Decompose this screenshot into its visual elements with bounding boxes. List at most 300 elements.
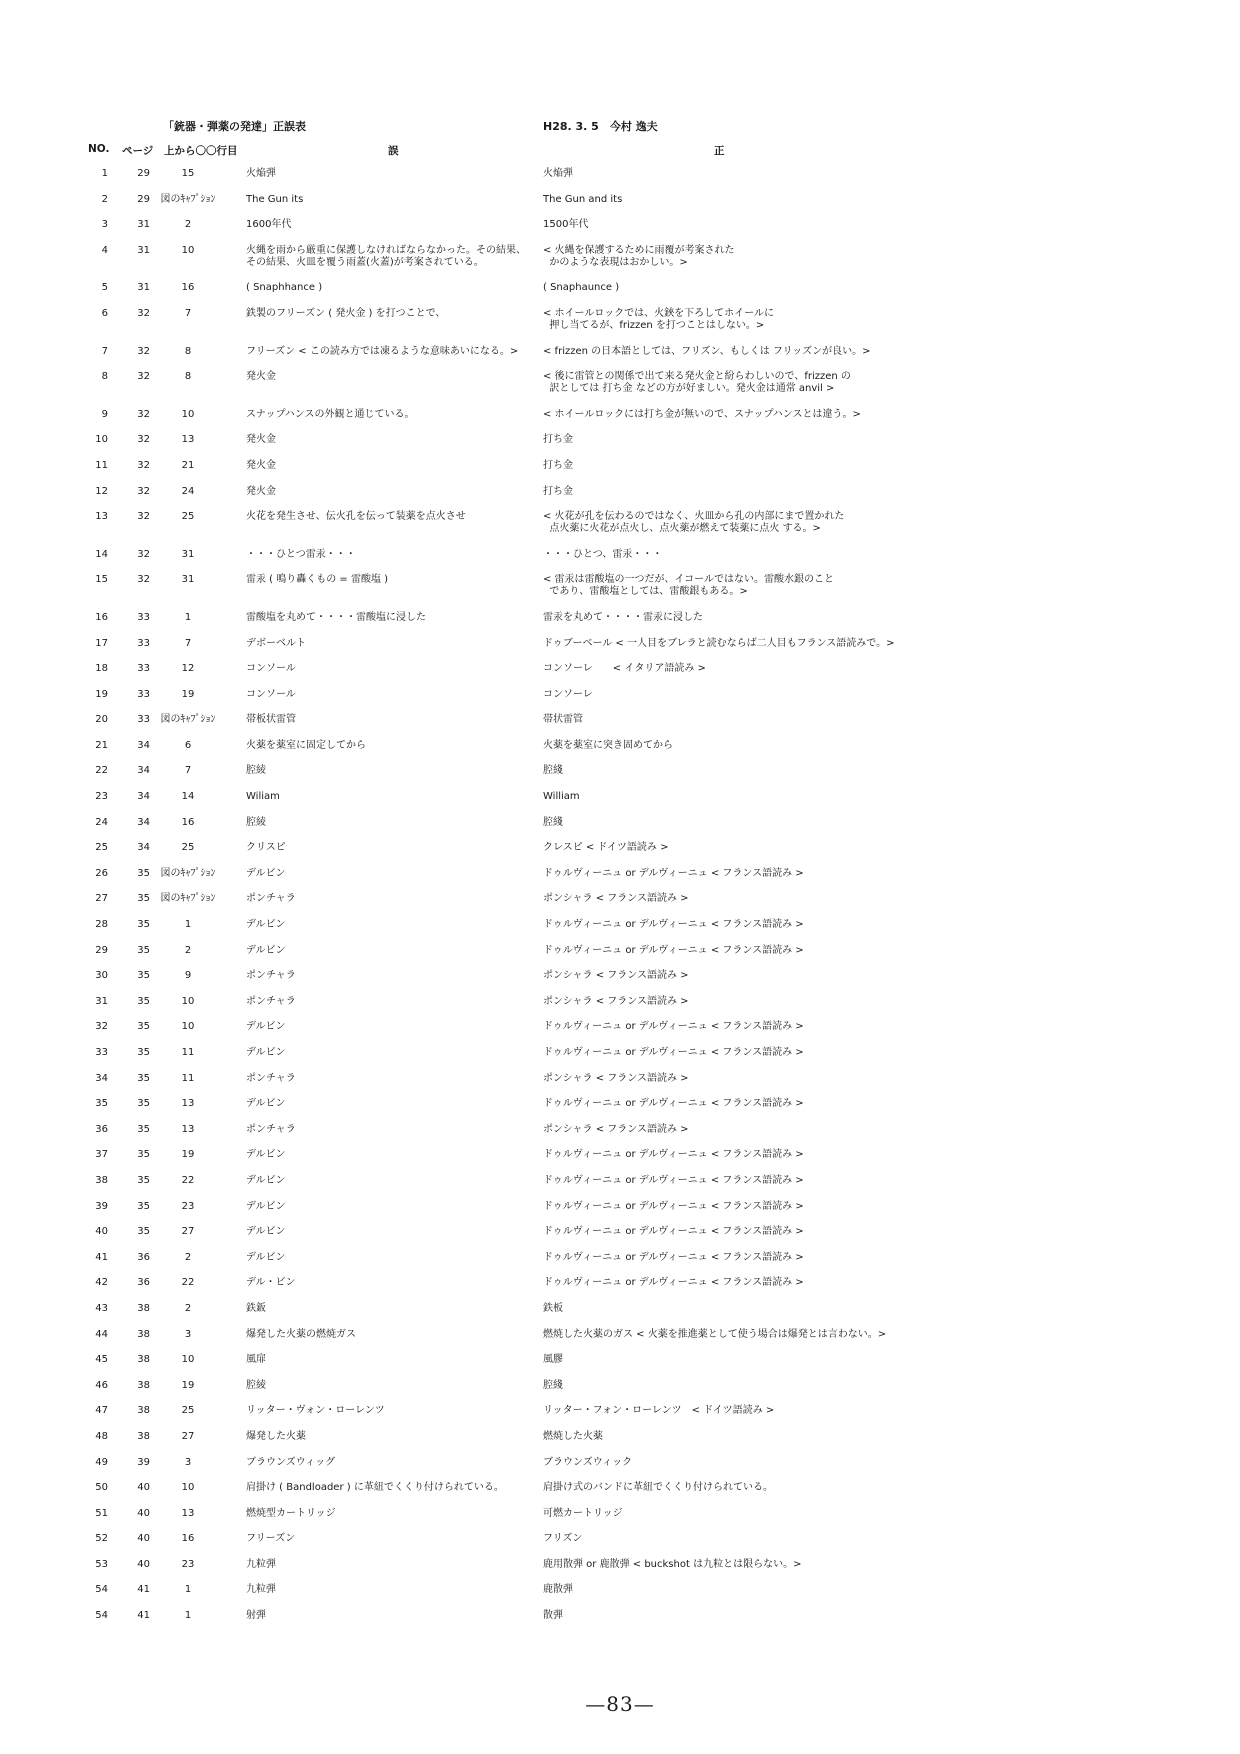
correct-line: 風膠 bbox=[543, 1354, 563, 1366]
wrong-line: デルビン bbox=[246, 944, 286, 956]
wrong-line: デルビン bbox=[246, 1047, 286, 1058]
row-wrong-text bbox=[246, 282, 322, 294]
wrong-line: 火花を発生させ、伝火孔を伝って装薬を点火させ bbox=[246, 511, 466, 523]
row-correct-text bbox=[543, 1533, 582, 1545]
wrong-line: 1600年代 bbox=[246, 219, 292, 231]
wrong-line: 発火金 bbox=[246, 371, 276, 383]
row-page: 32 bbox=[137, 408, 150, 420]
table-row bbox=[0, 689, 1240, 715]
row-line: 31 bbox=[181, 574, 195, 586]
correct-line: ( Snaphaunce ) bbox=[543, 282, 620, 294]
wrong-line: デルビン bbox=[246, 1200, 286, 1212]
wrong-line: 爆発した火薬 bbox=[246, 1430, 306, 1442]
row-line: 9 bbox=[184, 970, 192, 982]
row-wrong-text bbox=[246, 1380, 266, 1392]
table-row bbox=[0, 1277, 1240, 1303]
row-line: 14 bbox=[181, 791, 195, 803]
wrong-line: 火縄を雨から厳重に保護しなければならなかった。その結果、 bbox=[246, 244, 526, 256]
row-page: 35 bbox=[137, 995, 150, 1007]
row-line: 8 bbox=[184, 345, 192, 357]
correct-line: ポンシャラ < フランス語読み > bbox=[543, 1072, 689, 1084]
row-line: 23 bbox=[181, 1200, 195, 1212]
table-row bbox=[0, 1201, 1240, 1227]
table-row bbox=[0, 371, 1240, 409]
row-correct-text bbox=[543, 1098, 804, 1110]
table-row bbox=[0, 612, 1240, 638]
correct-line: ドゥルヴィーニュ or デルヴィーニュ < フランス語読み > bbox=[543, 1226, 804, 1238]
row-correct-text bbox=[543, 1201, 804, 1213]
row-line: 16 bbox=[181, 1533, 195, 1545]
row-number: 42 bbox=[95, 1277, 108, 1289]
table-row bbox=[0, 714, 1240, 740]
wrong-line: スナップハンスの外観と通じている。 bbox=[246, 408, 415, 420]
row-wrong-text bbox=[246, 1047, 286, 1059]
row-wrong-text bbox=[246, 308, 445, 320]
row-correct-text bbox=[543, 740, 673, 752]
row-line: 10 bbox=[181, 1482, 195, 1494]
row-wrong-text bbox=[246, 1533, 295, 1545]
row-wrong-text bbox=[246, 511, 466, 523]
row-line: 10 bbox=[181, 1021, 195, 1033]
row-line: 16 bbox=[181, 282, 195, 294]
row-line: 7 bbox=[184, 765, 192, 777]
row-wrong-text bbox=[246, 1277, 296, 1289]
table-row bbox=[0, 434, 1240, 460]
row-number: 40 bbox=[95, 1226, 108, 1238]
row-number: 31 bbox=[95, 995, 108, 1007]
errata-table bbox=[0, 168, 1240, 1636]
row-page: 34 bbox=[137, 765, 150, 777]
row-page: 31 bbox=[137, 282, 150, 294]
row-page: 38 bbox=[137, 1302, 150, 1314]
row-line: 11 bbox=[181, 1072, 195, 1084]
wrong-line: Wiliam bbox=[246, 791, 280, 803]
row-line: 21 bbox=[181, 459, 195, 471]
correct-line: リッター・フォン・ローレンツ < ドイツ語読み > bbox=[543, 1405, 775, 1417]
row-correct-text bbox=[543, 282, 619, 294]
table-row bbox=[0, 1354, 1240, 1380]
correct-line: 鹿用散弾 or 鹿散弾 < buckshot は九粒とは限らない。> bbox=[543, 1558, 802, 1570]
wrong-line: 腔綾 bbox=[246, 1379, 266, 1391]
row-page: 29 bbox=[137, 193, 150, 205]
row-number: 43 bbox=[95, 1302, 108, 1314]
row-wrong-text bbox=[246, 409, 415, 421]
wrong-line: The Gun its bbox=[246, 193, 304, 205]
row-correct-text bbox=[543, 1021, 804, 1033]
row-correct-text bbox=[543, 1482, 773, 1494]
table-row bbox=[0, 791, 1240, 817]
row-number: 54 bbox=[95, 1610, 108, 1622]
row-wrong-text bbox=[246, 1201, 286, 1213]
table-row bbox=[0, 574, 1240, 612]
row-correct-text bbox=[543, 1405, 774, 1417]
table-row bbox=[0, 1533, 1240, 1559]
correct-line: ドゥルヴィーニュ or デルヴィーニュ < フランス語読み > bbox=[543, 1047, 804, 1058]
row-correct-text bbox=[543, 1124, 689, 1136]
wrong-line: ポンチャラ bbox=[246, 1072, 296, 1084]
row-correct-text bbox=[543, 434, 573, 446]
row-number: 47 bbox=[95, 1405, 108, 1417]
correct-line: であり、雷酸塩としては、雷酸銀もある。> bbox=[543, 586, 748, 598]
row-correct-text bbox=[543, 1226, 804, 1238]
wrong-line: ポンチャラ bbox=[246, 970, 296, 982]
table-row bbox=[0, 1584, 1240, 1610]
row-number: 6 bbox=[101, 307, 108, 319]
correct-line: ドゥルヴィーニュ or デルヴィーニュ < フランス語読み > bbox=[543, 1251, 804, 1263]
wrong-line: 腔綾 bbox=[246, 765, 266, 777]
row-page: 38 bbox=[137, 1430, 150, 1442]
correct-line: 燃焼した火薬のガス < 火薬を推進薬として使う場合は爆発とは言わない。> bbox=[543, 1328, 887, 1340]
row-correct-text bbox=[543, 893, 689, 905]
table-row bbox=[0, 1098, 1240, 1124]
row-correct-text bbox=[543, 817, 563, 829]
row-line: 12 bbox=[181, 663, 195, 675]
row-wrong-text bbox=[246, 1431, 306, 1443]
correct-line: ドゥブーベール < 一人目をブレラと読むならば二人目もフランス語読みで。> bbox=[543, 637, 895, 649]
row-number: 34 bbox=[95, 1072, 108, 1084]
row-number: 4 bbox=[101, 244, 108, 256]
correct-line: 雷汞を丸めて・・・・雷汞に浸した bbox=[543, 611, 703, 623]
correct-line: 鉄板 bbox=[543, 1302, 563, 1314]
wrong-line: ・・・ひとつ雷汞・・・ bbox=[246, 548, 356, 560]
row-wrong-text bbox=[246, 219, 291, 231]
table-row bbox=[0, 308, 1240, 346]
correct-line: コンソーレ bbox=[543, 688, 593, 700]
row-page: 32 bbox=[137, 459, 150, 471]
row-correct-text bbox=[543, 919, 804, 931]
row-line: 13 bbox=[181, 1123, 195, 1135]
correct-line: 肩掛け式のバンドに革紐でくくり付けられている。 bbox=[543, 1482, 773, 1494]
row-number: 54 bbox=[95, 1584, 108, 1596]
row-line: 2 bbox=[184, 1302, 192, 1314]
row-line: 16 bbox=[181, 816, 195, 828]
table-row bbox=[0, 245, 1240, 283]
row-page: 35 bbox=[137, 1200, 150, 1212]
correct-line: < 雷汞は雷酸塩の一つだが、イコールではない。雷酸水銀のこと bbox=[543, 574, 834, 586]
row-wrong-text bbox=[246, 817, 266, 829]
row-page: 35 bbox=[137, 1021, 150, 1033]
row-page: 35 bbox=[137, 1047, 150, 1058]
row-number: 8 bbox=[101, 371, 108, 383]
row-number: 16 bbox=[95, 611, 108, 623]
row-wrong-text bbox=[246, 638, 306, 650]
row-correct-text bbox=[543, 842, 669, 854]
row-wrong-text bbox=[246, 168, 276, 180]
row-correct-text bbox=[543, 714, 583, 726]
wrong-line: フリーズン < この読み方では凍るような意味あいになる。> bbox=[246, 345, 519, 357]
row-page: 32 bbox=[137, 511, 150, 523]
row-page: 34 bbox=[137, 816, 150, 828]
correct-line: 散弾 bbox=[543, 1610, 563, 1622]
table-row bbox=[0, 1380, 1240, 1406]
row-page: 32 bbox=[137, 345, 150, 357]
row-wrong-text bbox=[246, 1303, 266, 1315]
row-wrong-text bbox=[246, 1610, 266, 1622]
row-number: 36 bbox=[95, 1123, 108, 1135]
row-correct-text bbox=[543, 996, 689, 1008]
row-wrong-text bbox=[246, 1098, 286, 1110]
row-correct-text bbox=[543, 663, 706, 675]
row-number: 28 bbox=[95, 919, 108, 931]
row-line: 3 bbox=[184, 1456, 192, 1468]
table-row bbox=[0, 817, 1240, 843]
row-number: 26 bbox=[95, 867, 108, 879]
row-line: 10 bbox=[181, 1354, 195, 1366]
row-correct-text bbox=[543, 689, 593, 701]
row-wrong-text bbox=[246, 486, 276, 498]
row-wrong-text bbox=[246, 549, 356, 561]
row-correct-text bbox=[543, 1354, 563, 1366]
row-line: 10 bbox=[181, 244, 195, 256]
page-number: —83— bbox=[585, 1692, 655, 1716]
row-number: 12 bbox=[95, 485, 108, 497]
row-correct-text bbox=[543, 486, 573, 498]
row-page: 39 bbox=[137, 1456, 150, 1468]
row-wrong-text bbox=[246, 434, 276, 446]
row-wrong-text bbox=[246, 689, 296, 701]
row-correct-text bbox=[543, 511, 844, 535]
correct-line: ・・・ひとつ、雷汞・・・ bbox=[543, 548, 663, 560]
row-page: 32 bbox=[137, 307, 150, 319]
wrong-line: デルビン bbox=[246, 1149, 286, 1161]
row-correct-text bbox=[543, 219, 588, 231]
correct-line: ポンシャラ < フランス語読み > bbox=[543, 995, 689, 1007]
table-row bbox=[0, 842, 1240, 868]
row-correct-text bbox=[543, 970, 689, 982]
row-page: 35 bbox=[137, 1072, 150, 1084]
wrong-line: 九粒弾 bbox=[246, 1558, 276, 1570]
row-page: 38 bbox=[137, 1354, 150, 1366]
row-page: 32 bbox=[137, 548, 150, 560]
row-number: 52 bbox=[95, 1533, 108, 1545]
row-page: 38 bbox=[137, 1328, 150, 1340]
correct-line: フリズン bbox=[543, 1533, 583, 1545]
table-row bbox=[0, 1457, 1240, 1483]
table-row bbox=[0, 219, 1240, 245]
row-number: 22 bbox=[95, 765, 108, 777]
row-correct-text bbox=[543, 1610, 563, 1622]
correct-line: 火薬を薬室に突き固めてから bbox=[543, 739, 673, 751]
correct-line: ドゥルヴィーニュ or デルヴィーニュ < フランス語読み > bbox=[543, 1277, 804, 1289]
correct-line: ポンシャラ < フランス語読み > bbox=[543, 893, 689, 905]
row-number: 2 bbox=[101, 193, 108, 205]
wrong-line: 燃焼型カートリッジ bbox=[246, 1507, 336, 1519]
row-number: 15 bbox=[95, 574, 108, 586]
row-correct-text bbox=[543, 612, 703, 624]
table-row bbox=[0, 1073, 1240, 1099]
wrong-line: デルビン bbox=[246, 1251, 286, 1263]
row-correct-text bbox=[543, 791, 580, 803]
row-page: 33 bbox=[137, 663, 150, 675]
row-number: 24 bbox=[95, 816, 108, 828]
table-row bbox=[0, 194, 1240, 220]
table-row bbox=[0, 168, 1240, 194]
correct-line: ブラウンズウィック bbox=[543, 1456, 633, 1468]
table-row bbox=[0, 409, 1240, 435]
table-row bbox=[0, 549, 1240, 575]
row-number: 38 bbox=[95, 1174, 108, 1186]
row-page: 36 bbox=[137, 1277, 150, 1289]
row-wrong-text bbox=[246, 574, 388, 586]
row-page: 29 bbox=[137, 168, 150, 179]
row-correct-text bbox=[543, 765, 563, 777]
row-page: 34 bbox=[137, 842, 150, 854]
correct-line: ドゥルヴィーニュ or デルヴィーニュ < フランス語読み > bbox=[543, 1200, 804, 1212]
row-line: 8 bbox=[184, 371, 192, 383]
row-page: 35 bbox=[137, 867, 150, 879]
wrong-line: リッター・ヴォン・ローレンツ bbox=[246, 1405, 385, 1417]
table-row bbox=[0, 765, 1240, 791]
row-wrong-text bbox=[246, 1354, 266, 1366]
row-line: 22 bbox=[181, 1277, 195, 1289]
column-header-correct: 正 bbox=[714, 145, 725, 157]
correct-line: 点火薬に火花が点火し、点火薬が燃えて装薬に点火 する。> bbox=[543, 523, 821, 535]
row-correct-text bbox=[543, 308, 774, 332]
correct-line: 帯状雷管 bbox=[543, 714, 583, 726]
row-line: 11 bbox=[181, 1047, 195, 1058]
row-correct-text bbox=[543, 168, 573, 180]
wrong-line: ブラウンズウィッグ bbox=[246, 1456, 336, 1468]
row-correct-text bbox=[543, 460, 573, 472]
correct-line: 燃焼した火薬 bbox=[543, 1430, 603, 1442]
row-number: 44 bbox=[95, 1328, 108, 1340]
correct-line: ドゥルヴィーニュ or デルヴィーニュ < フランス語読み > bbox=[543, 867, 804, 879]
wrong-line: 肩掛け ( Bandloader ) に革紐でくくり付けられている。 bbox=[246, 1482, 504, 1494]
row-page: 33 bbox=[137, 688, 150, 700]
row-line: 19 bbox=[181, 688, 195, 700]
row-correct-text bbox=[543, 1508, 623, 1520]
row-line: 1 bbox=[184, 919, 192, 931]
row-line: 7 bbox=[184, 307, 192, 319]
row-page: 32 bbox=[137, 485, 150, 497]
wrong-line: デルビン bbox=[246, 1226, 286, 1238]
correct-line: ドゥルヴィーニュ or デルヴィーニュ < フランス語読み > bbox=[543, 919, 804, 931]
correct-line: 腔綫 bbox=[543, 1379, 563, 1391]
row-line: 1 bbox=[184, 1610, 192, 1622]
row-correct-text bbox=[543, 1431, 603, 1443]
table-row bbox=[0, 1021, 1240, 1047]
wrong-line: デボーベルト bbox=[246, 637, 306, 649]
table-row bbox=[0, 996, 1240, 1022]
date-author: H28. 3. 5 今村 逸夫 bbox=[543, 120, 658, 133]
row-correct-text bbox=[543, 194, 622, 206]
row-page: 41 bbox=[137, 1610, 150, 1622]
row-line: 10 bbox=[181, 995, 195, 1007]
wrong-line: ポンチャラ bbox=[246, 995, 296, 1007]
correct-line: 打ち金 bbox=[543, 434, 573, 446]
row-correct-text bbox=[543, 1380, 563, 1392]
row-page: 38 bbox=[137, 1405, 150, 1417]
wrong-line: デルビン bbox=[246, 1021, 286, 1033]
row-line: 22 bbox=[181, 1174, 195, 1186]
wrong-line: 発火金 bbox=[246, 485, 276, 497]
row-number: 25 bbox=[95, 842, 108, 854]
wrong-line: クリスピ bbox=[246, 842, 286, 854]
table-row bbox=[0, 638, 1240, 664]
column-header-line: 上から〇〇行目 bbox=[164, 145, 238, 157]
row-page: 34 bbox=[137, 739, 150, 751]
table-row bbox=[0, 1226, 1240, 1252]
row-correct-text bbox=[543, 409, 861, 421]
correct-line: ドゥルヴィーニュ or デルヴィーニュ < フランス語読み > bbox=[543, 1174, 804, 1186]
row-number: 20 bbox=[95, 714, 108, 726]
row-wrong-text bbox=[246, 663, 296, 675]
wrong-line: デルビン bbox=[246, 867, 286, 879]
row-page: 35 bbox=[137, 893, 150, 905]
correct-line: < ホイールロックには打ち金が無いので、スナップハンスとは違う。> bbox=[543, 408, 861, 420]
row-wrong-text bbox=[246, 1482, 504, 1494]
wrong-line: デルビン bbox=[246, 1098, 286, 1110]
row-line: 27 bbox=[181, 1226, 195, 1238]
row-number: 21 bbox=[95, 739, 108, 751]
row-correct-text bbox=[543, 868, 804, 880]
row-page: 40 bbox=[137, 1558, 150, 1570]
row-page: 35 bbox=[137, 1149, 150, 1161]
table-row bbox=[0, 663, 1240, 689]
correct-line: コンソーレ < イタリア語読み > bbox=[543, 663, 706, 675]
wrong-line: フリーズン bbox=[246, 1533, 296, 1545]
row-wrong-text bbox=[246, 919, 286, 931]
correct-line: 火焔弾 bbox=[543, 168, 573, 179]
row-line: 2 bbox=[184, 944, 192, 956]
table-row bbox=[0, 868, 1240, 894]
wrong-line: 風扉 bbox=[246, 1354, 266, 1366]
table-row bbox=[0, 460, 1240, 486]
correct-line: かのような表現はおかしい。> bbox=[543, 256, 688, 268]
row-line: 19 bbox=[181, 1379, 195, 1391]
correct-line: William bbox=[543, 791, 580, 803]
document-title: 「銃器・弾薬の発達」正誤表 bbox=[163, 120, 306, 133]
row-number: 48 bbox=[95, 1430, 108, 1442]
correct-line: < 後に雷管との関係で出て来る発火金と紛らわしいので、frizzen の bbox=[543, 371, 851, 383]
wrong-line: 爆発した火薬の燃焼ガス bbox=[246, 1328, 356, 1340]
correct-line: 押し当てるが、frizzen を打つことはしない。> bbox=[543, 319, 765, 331]
row-page: 33 bbox=[137, 714, 150, 726]
wrong-line: ポンチャラ bbox=[246, 1123, 296, 1135]
wrong-line: コンソール bbox=[246, 663, 296, 675]
row-number: 37 bbox=[95, 1149, 108, 1161]
correct-line: ドゥルヴィーニュ or デルヴィーニュ < フランス語読み > bbox=[543, 944, 804, 956]
row-wrong-text bbox=[246, 612, 426, 624]
row-wrong-text bbox=[246, 194, 303, 206]
row-line: 13 bbox=[181, 434, 195, 446]
table-row bbox=[0, 893, 1240, 919]
row-correct-text bbox=[543, 1303, 563, 1315]
row-page: 33 bbox=[137, 611, 150, 623]
row-page: 40 bbox=[137, 1533, 150, 1545]
row-number: 9 bbox=[101, 408, 108, 420]
row-wrong-text bbox=[246, 1405, 385, 1417]
row-number: 5 bbox=[101, 282, 108, 294]
row-correct-text bbox=[543, 245, 735, 269]
table-row bbox=[0, 1610, 1240, 1636]
row-correct-text bbox=[543, 1149, 804, 1161]
row-correct-text bbox=[543, 945, 804, 957]
row-wrong-text bbox=[246, 1073, 296, 1085]
wrong-line: 火薬を薬室に固定してから bbox=[246, 739, 366, 751]
row-wrong-text bbox=[246, 1021, 286, 1033]
table-row bbox=[0, 282, 1240, 308]
row-correct-text bbox=[543, 1252, 804, 1264]
row-wrong-text bbox=[246, 1149, 286, 1161]
row-line: 図のｷｬﾌﾟｼｮﾝ bbox=[160, 714, 216, 726]
correct-line: 鹿散弾 bbox=[543, 1584, 573, 1596]
row-number: 39 bbox=[95, 1200, 108, 1212]
column-header-page: ページ bbox=[122, 145, 154, 157]
row-number: 32 bbox=[95, 1021, 108, 1033]
row-number: 23 bbox=[95, 791, 108, 803]
correct-line: 腔綫 bbox=[543, 816, 563, 828]
